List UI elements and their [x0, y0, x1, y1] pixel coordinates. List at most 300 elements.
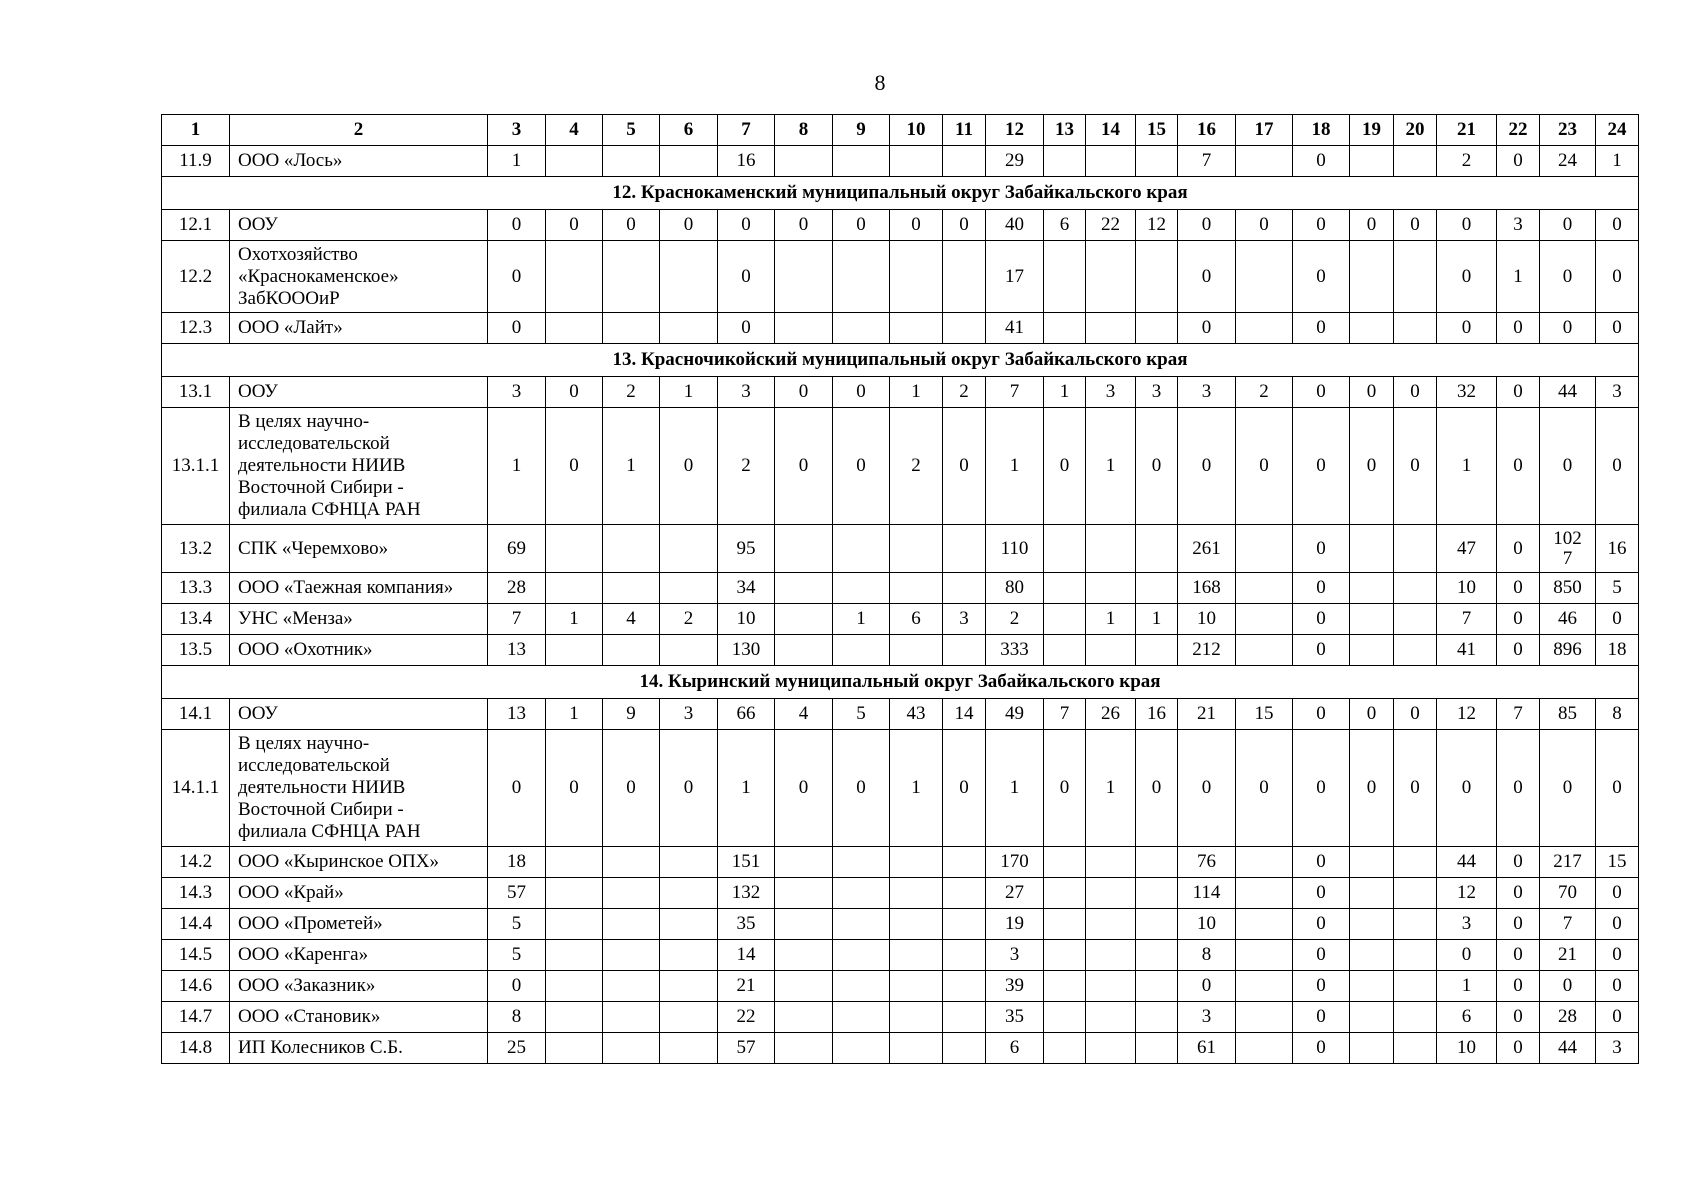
value-cell-col-5: [603, 940, 660, 971]
value-cell-col-5: [603, 971, 660, 1002]
value-cell-col-4: 1: [546, 604, 603, 635]
value-cell-col-6: [660, 313, 718, 344]
value-cell-col-24: 0: [1596, 971, 1639, 1002]
value-cell-col-9: [833, 1033, 890, 1064]
value-cell-col-6: [660, 525, 718, 573]
value-cell-col-4: [546, 1033, 603, 1064]
value-cell-col-3: 57: [488, 878, 546, 909]
value-cell-col-11: [943, 525, 986, 573]
value-cell-col-22: 0: [1497, 408, 1540, 525]
table-row: [162, 1002, 1639, 1033]
table-row: [162, 146, 1639, 177]
table-row: [162, 847, 1639, 878]
value-cell-col-13: 6: [1044, 210, 1086, 241]
header-cell-12: 12: [986, 115, 1044, 146]
value-cell-col-7: 1: [718, 730, 775, 847]
value-cell-col-4: [546, 313, 603, 344]
header-cell-18: 18: [1293, 115, 1350, 146]
value-cell-col-24: 0: [1596, 878, 1639, 909]
value-cell-col-10: [890, 146, 943, 177]
value-cell-col-24: 5: [1596, 573, 1639, 604]
value-cell-col-6: [660, 241, 718, 313]
value-cell-col-15: 3: [1136, 377, 1178, 408]
value-cell-col-10: 0: [890, 210, 943, 241]
value-cell-col-5: 1: [603, 408, 660, 525]
organization-name-line: ООУ: [238, 381, 278, 402]
value-cell-col-8: [775, 940, 833, 971]
row-number: 13.2: [162, 525, 230, 573]
value-cell-col-21: 1: [1437, 971, 1497, 1002]
value-cell-col-21: 2: [1437, 146, 1497, 177]
value-cell-col-6: [660, 1002, 718, 1033]
header-cell-10: 10: [890, 115, 943, 146]
organization-name-line: деятельности НИИВ: [238, 455, 406, 476]
value-cell-col-5: [603, 313, 660, 344]
value-cell-col-23: 850: [1540, 573, 1596, 604]
organization-name: [230, 210, 488, 241]
value-cell-col-14: [1086, 635, 1136, 666]
value-cell-col-14: [1086, 313, 1136, 344]
value-cell-col-18: 0: [1293, 971, 1350, 1002]
value-cell-col-22: 0: [1497, 604, 1540, 635]
row-number: 13.3: [162, 573, 230, 604]
header-cell-9: 9: [833, 115, 890, 146]
value-cell-col-10: 43: [890, 699, 943, 730]
table-row: [162, 635, 1639, 666]
organization-name-line: исследовательской: [238, 755, 390, 776]
organization-name-line: В целях научно-: [238, 411, 370, 432]
value-cell-col-22: 0: [1497, 971, 1540, 1002]
value-cell-col-12: 41: [986, 313, 1044, 344]
value-cell-col-7: 0: [718, 313, 775, 344]
value-cell-col-13: 7: [1044, 699, 1086, 730]
value-cell-col-11: 0: [943, 408, 986, 525]
organization-name: [230, 241, 488, 313]
value-cell-col-6: [660, 847, 718, 878]
value-cell-col-9: [833, 971, 890, 1002]
header-cell-1: 1: [162, 115, 230, 146]
value-cell-col-19: 0: [1350, 408, 1394, 525]
organization-name-line: ООО «Охотник»: [238, 639, 373, 660]
table-row: [162, 525, 1639, 573]
value-cell-col-11: [943, 971, 986, 1002]
value-cell-col-19: [1350, 940, 1394, 971]
value-cell-col-24: 0: [1596, 940, 1639, 971]
value-cell-col-18: 0: [1293, 878, 1350, 909]
value-cell-col-12: 3: [986, 940, 1044, 971]
value-cell-col-22: 0: [1497, 573, 1540, 604]
value-cell-col-23: 21: [1540, 940, 1596, 971]
value-cell-col-10: [890, 241, 943, 313]
value-cell-col-23: 0: [1540, 971, 1596, 1002]
table-row: [162, 377, 1639, 408]
value-cell-col-18: 0: [1293, 525, 1350, 573]
value-cell-col-20: [1394, 146, 1437, 177]
value-cell-col-7: 57: [718, 1033, 775, 1064]
value-cell-col-24: 0: [1596, 604, 1639, 635]
value-cell-col-18: 0: [1293, 1002, 1350, 1033]
value-cell-col-11: 0: [943, 730, 986, 847]
value-cell-col-14: [1086, 1002, 1136, 1033]
value-cell-col-16: 76: [1178, 847, 1236, 878]
value-cell-col-20: [1394, 313, 1437, 344]
value-cell-col-8: [775, 525, 833, 573]
value-cell-col-20: [1394, 971, 1437, 1002]
value-cell-col-21: 0: [1437, 210, 1497, 241]
value-cell-col-16: 212: [1178, 635, 1236, 666]
value-cell-col-18: 0: [1293, 940, 1350, 971]
value-cell-col-22: 0: [1497, 940, 1540, 971]
header-cell-8: 8: [775, 115, 833, 146]
value-cell-col-15: [1136, 971, 1178, 1002]
value-cell-col-4: [546, 847, 603, 878]
value-cell-col-17: [1236, 635, 1293, 666]
value-cell-col-24: 0: [1596, 210, 1639, 241]
value-cell-col-13: [1044, 604, 1086, 635]
value-cell-col-3: 0: [488, 241, 546, 313]
value-cell-col-15: [1136, 525, 1178, 573]
value-cell-col-14: [1086, 525, 1136, 573]
value-cell-col-3: 8: [488, 1002, 546, 1033]
value-cell-col-11: [943, 940, 986, 971]
organization-name-line: исследовательской: [238, 433, 390, 454]
value-cell-col-15: [1136, 940, 1178, 971]
row-number: 14.2: [162, 847, 230, 878]
organization-name-line: ООО «Каренга»: [238, 944, 369, 965]
value-cell-col-23: 28: [1540, 1002, 1596, 1033]
header-cell-7: 7: [718, 115, 775, 146]
value-cell-col-18: 0: [1293, 241, 1350, 313]
value-cell-col-10: [890, 313, 943, 344]
row-number: 14.5: [162, 940, 230, 971]
organization-name: [230, 730, 488, 847]
organization-name-line: СПК «Черемхово»: [238, 537, 389, 559]
value-cell-col-22: 0: [1497, 909, 1540, 940]
organization-name: [230, 146, 488, 177]
header-cell-21: 21: [1437, 115, 1497, 146]
value-cell-col-6: [660, 940, 718, 971]
value-cell-col-4: 0: [546, 377, 603, 408]
value-cell-col-7: 35: [718, 909, 775, 940]
value-cell-col-15: [1136, 573, 1178, 604]
value-cell-col-9: 0: [833, 377, 890, 408]
value-cell-col-12: 1: [986, 408, 1044, 525]
value-cell-col-16: 261: [1178, 525, 1236, 573]
value-cell-col-11: [943, 241, 986, 313]
value-cell-col-21: 10: [1437, 573, 1497, 604]
value-cell-col-3: 1: [488, 408, 546, 525]
value-cell-col-13: [1044, 847, 1086, 878]
value-cell-col-20: 0: [1394, 699, 1437, 730]
value-cell-col-13: [1044, 635, 1086, 666]
value-cell-col-15: [1136, 146, 1178, 177]
header-cell-24: 24: [1596, 115, 1639, 146]
value-cell-col-17: 0: [1236, 408, 1293, 525]
value-cell-col-15: 16: [1136, 699, 1178, 730]
value-cell-col-18: 0: [1293, 604, 1350, 635]
value-cell-col-11: 14: [943, 699, 986, 730]
value-cell-col-22: 7: [1497, 699, 1540, 730]
value-cell-col-5: [603, 1033, 660, 1064]
value-cell-col-14: [1086, 940, 1136, 971]
value-cell-col-7: 14: [718, 940, 775, 971]
organization-name: [230, 1002, 488, 1033]
table-row: [162, 573, 1639, 604]
value-cell-col-12: 19: [986, 909, 1044, 940]
header-cell-15: 15: [1136, 115, 1178, 146]
section-row: [162, 344, 1639, 377]
value-cell-col-6: 3: [660, 699, 718, 730]
value-cell-col-24: 1: [1596, 146, 1639, 177]
value-cell-col-10: [890, 847, 943, 878]
value-cell-col-11: [943, 909, 986, 940]
table-row: [162, 971, 1639, 1002]
value-cell-col-24: 0: [1596, 1002, 1639, 1033]
value-cell-col-16: 168: [1178, 573, 1236, 604]
value-cell-col-13: [1044, 146, 1086, 177]
value-cell-col-4: 1: [546, 699, 603, 730]
value-cell-col-7: 21: [718, 971, 775, 1002]
value-cell-col-16: 7: [1178, 146, 1236, 177]
value-cell-col-14: 22: [1086, 210, 1136, 241]
organization-name-line: УНС «Менза»: [238, 608, 353, 629]
value-cell-col-19: 0: [1350, 210, 1394, 241]
value-cell-col-19: [1350, 847, 1394, 878]
value-cell-col-16: 8: [1178, 940, 1236, 971]
section-title: 14. Кыринский муниципальный округ Забайкальского края: [162, 666, 1639, 699]
header-cell-6: 6: [660, 115, 718, 146]
value-cell-col-19: [1350, 241, 1394, 313]
organization-name: [230, 940, 488, 971]
value-cell-col-17: [1236, 971, 1293, 1002]
table-row: [162, 210, 1639, 241]
value-cell-col-5: 0: [603, 730, 660, 847]
value-cell-col-21: 12: [1437, 699, 1497, 730]
value-cell-col-14: [1086, 241, 1136, 313]
value-cell-col-16: 0: [1178, 971, 1236, 1002]
organization-name: [230, 1033, 488, 1064]
table-row: [162, 241, 1639, 313]
value-cell-col-6: [660, 573, 718, 604]
value-cell-col-21: 7: [1437, 604, 1497, 635]
value-cell-col-7: 2: [718, 408, 775, 525]
value-cell-col-8: 0: [775, 730, 833, 847]
value-cell-col-17: [1236, 146, 1293, 177]
value-cell-col-22: 0: [1497, 146, 1540, 177]
value-cell-col-11: 2: [943, 377, 986, 408]
value-cell-col-23: 217: [1540, 847, 1596, 878]
value-cell-col-18: 0: [1293, 377, 1350, 408]
value-cell-col-21: 6: [1437, 1002, 1497, 1033]
value-cell-col-5: [603, 525, 660, 573]
value-cell-col-10: 2: [890, 408, 943, 525]
value-cell-col-23: 44: [1540, 1033, 1596, 1064]
organization-name-line: филиала СФНЦА РАН: [238, 821, 421, 842]
value-cell-col-13: [1044, 878, 1086, 909]
value-cell-col-6: 0: [660, 210, 718, 241]
table-header-row: [162, 115, 1639, 146]
value-cell-col-13: [1044, 909, 1086, 940]
value-cell-col-22: 0: [1497, 313, 1540, 344]
value-cell-col-20: [1394, 940, 1437, 971]
value-cell-col-4: [546, 635, 603, 666]
row-number: 14.3: [162, 878, 230, 909]
value-cell-col-6: [660, 971, 718, 1002]
value-cell-col-10: 6: [890, 604, 943, 635]
organization-name: [230, 699, 488, 730]
value-cell-col-7: 95: [718, 525, 775, 573]
value-cell-col-11: 0: [943, 210, 986, 241]
value-cell-col-18: 0: [1293, 573, 1350, 604]
value-cell-col-19: 0: [1350, 377, 1394, 408]
row-number: 13.1: [162, 377, 230, 408]
value-cell-col-21: 1: [1437, 408, 1497, 525]
value-cell-col-14: 26: [1086, 699, 1136, 730]
value-cell-col-23: 46: [1540, 604, 1596, 635]
value-cell-col-24: 0: [1596, 909, 1639, 940]
value-cell-col-15: [1136, 909, 1178, 940]
header-cell-11: 11: [943, 115, 986, 146]
value-cell-col-17: [1236, 1033, 1293, 1064]
row-number: 11.9: [162, 146, 230, 177]
value-cell-col-5: [603, 146, 660, 177]
section-row: [162, 666, 1639, 699]
value-cell-col-13: [1044, 1033, 1086, 1064]
value-cell-col-6: [660, 1033, 718, 1064]
value-cell-col-8: 0: [775, 210, 833, 241]
value-cell-col-15: [1136, 1002, 1178, 1033]
value-cell-col-10: 1: [890, 730, 943, 847]
value-cell-col-6: [660, 909, 718, 940]
section-title: 13. Красночикойский муниципальный округ Забайкальского края: [162, 344, 1639, 377]
header-cell-14: 14: [1086, 115, 1136, 146]
value-cell-col-3: 18: [488, 847, 546, 878]
row-number: 12.3: [162, 313, 230, 344]
organization-name-line: филиала СФНЦА РАН: [238, 499, 421, 520]
value-cell-col-5: 2: [603, 377, 660, 408]
organization-name-line: ООУ: [238, 703, 278, 724]
value-cell-col-22: 0: [1497, 847, 1540, 878]
value-cell-col-24: 18: [1596, 635, 1639, 666]
value-cell-col-8: 0: [775, 377, 833, 408]
organization-name: [230, 573, 488, 604]
value-cell-col-21: 0: [1437, 313, 1497, 344]
value-cell-col-24: 16: [1596, 525, 1639, 573]
value-cell-col-23: 102 7: [1540, 525, 1596, 573]
value-cell-col-14: 1: [1086, 408, 1136, 525]
value-cell-col-20: [1394, 604, 1437, 635]
value-cell-col-11: [943, 146, 986, 177]
value-cell-col-8: [775, 146, 833, 177]
value-cell-col-3: 0: [488, 313, 546, 344]
value-cell-col-4: [546, 940, 603, 971]
value-cell-col-10: [890, 1002, 943, 1033]
value-cell-col-8: [775, 635, 833, 666]
value-cell-col-24: 0: [1596, 313, 1639, 344]
header-cell-20: 20: [1394, 115, 1437, 146]
value-cell-col-23: 0: [1540, 313, 1596, 344]
organization-name: [230, 878, 488, 909]
table-row: [162, 909, 1639, 940]
value-cell-col-8: [775, 1033, 833, 1064]
value-cell-col-20: [1394, 635, 1437, 666]
row-number: 13.4: [162, 604, 230, 635]
value-cell-col-7: 0: [718, 241, 775, 313]
value-cell-col-18: 0: [1293, 909, 1350, 940]
value-cell-col-17: [1236, 241, 1293, 313]
value-cell-col-16: 0: [1178, 730, 1236, 847]
value-cell-col-18: 0: [1293, 699, 1350, 730]
value-cell-col-6: 0: [660, 730, 718, 847]
organization-name: [230, 313, 488, 344]
row-number: 12.2: [162, 241, 230, 313]
value-cell-col-21: 44: [1437, 847, 1497, 878]
value-cell-col-11: 3: [943, 604, 986, 635]
value-cell-col-23: 0: [1540, 241, 1596, 313]
value-cell-col-9: 0: [833, 210, 890, 241]
row-number: 14.1: [162, 699, 230, 730]
value-cell-col-11: [943, 1002, 986, 1033]
value-cell-col-13: [1044, 971, 1086, 1002]
value-cell-col-22: 3: [1497, 210, 1540, 241]
value-cell-col-23: 44: [1540, 377, 1596, 408]
organization-name-line: ООО «Становик»: [238, 1006, 381, 1027]
value-cell-col-20: 0: [1394, 377, 1437, 408]
organization-name-line: ИП Колесников С.Б.: [238, 1037, 403, 1058]
value-cell-col-7: 3: [718, 377, 775, 408]
value-cell-col-13: 1: [1044, 377, 1086, 408]
value-cell-col-14: [1086, 847, 1136, 878]
value-cell-col-7: 16: [718, 146, 775, 177]
value-cell-col-12: 333: [986, 635, 1044, 666]
value-cell-col-12: 40: [986, 210, 1044, 241]
value-cell-col-15: [1136, 313, 1178, 344]
header-cell-16: 16: [1178, 115, 1236, 146]
value-cell-col-5: 0: [603, 210, 660, 241]
value-cell-col-23: 0: [1540, 730, 1596, 847]
value-cell-col-11: [943, 847, 986, 878]
row-number: 13.1.1: [162, 408, 230, 525]
organization-name: [230, 971, 488, 1002]
value-cell-col-3: 13: [488, 635, 546, 666]
value-cell-col-24: 3: [1596, 1033, 1639, 1064]
value-cell-col-17: 2: [1236, 377, 1293, 408]
value-cell-col-5: [603, 241, 660, 313]
value-cell-col-15: 12: [1136, 210, 1178, 241]
value-cell-col-19: [1350, 1033, 1394, 1064]
organization-name-line: ООО «Край»: [238, 882, 344, 903]
value-cell-col-6: [660, 146, 718, 177]
value-cell-col-6: [660, 635, 718, 666]
value-cell-col-4: [546, 1002, 603, 1033]
value-cell-col-6: [660, 878, 718, 909]
value-cell-col-11: [943, 635, 986, 666]
value-cell-col-3: 28: [488, 573, 546, 604]
organization-name-line: деятельности НИИВ: [238, 777, 406, 798]
value-cell-col-20: [1394, 1002, 1437, 1033]
value-cell-col-17: 0: [1236, 210, 1293, 241]
value-cell-col-10: [890, 940, 943, 971]
value-cell-col-23: 24: [1540, 146, 1596, 177]
value-cell-col-4: 0: [546, 210, 603, 241]
value-cell-col-17: [1236, 878, 1293, 909]
value-cell-col-13: [1044, 313, 1086, 344]
value-cell-col-13: [1044, 525, 1086, 573]
value-cell-col-10: [890, 1033, 943, 1064]
value-cell-col-3: 7: [488, 604, 546, 635]
organization-name-line: Охотхозяйство: [238, 243, 358, 265]
value-cell-col-8: [775, 878, 833, 909]
